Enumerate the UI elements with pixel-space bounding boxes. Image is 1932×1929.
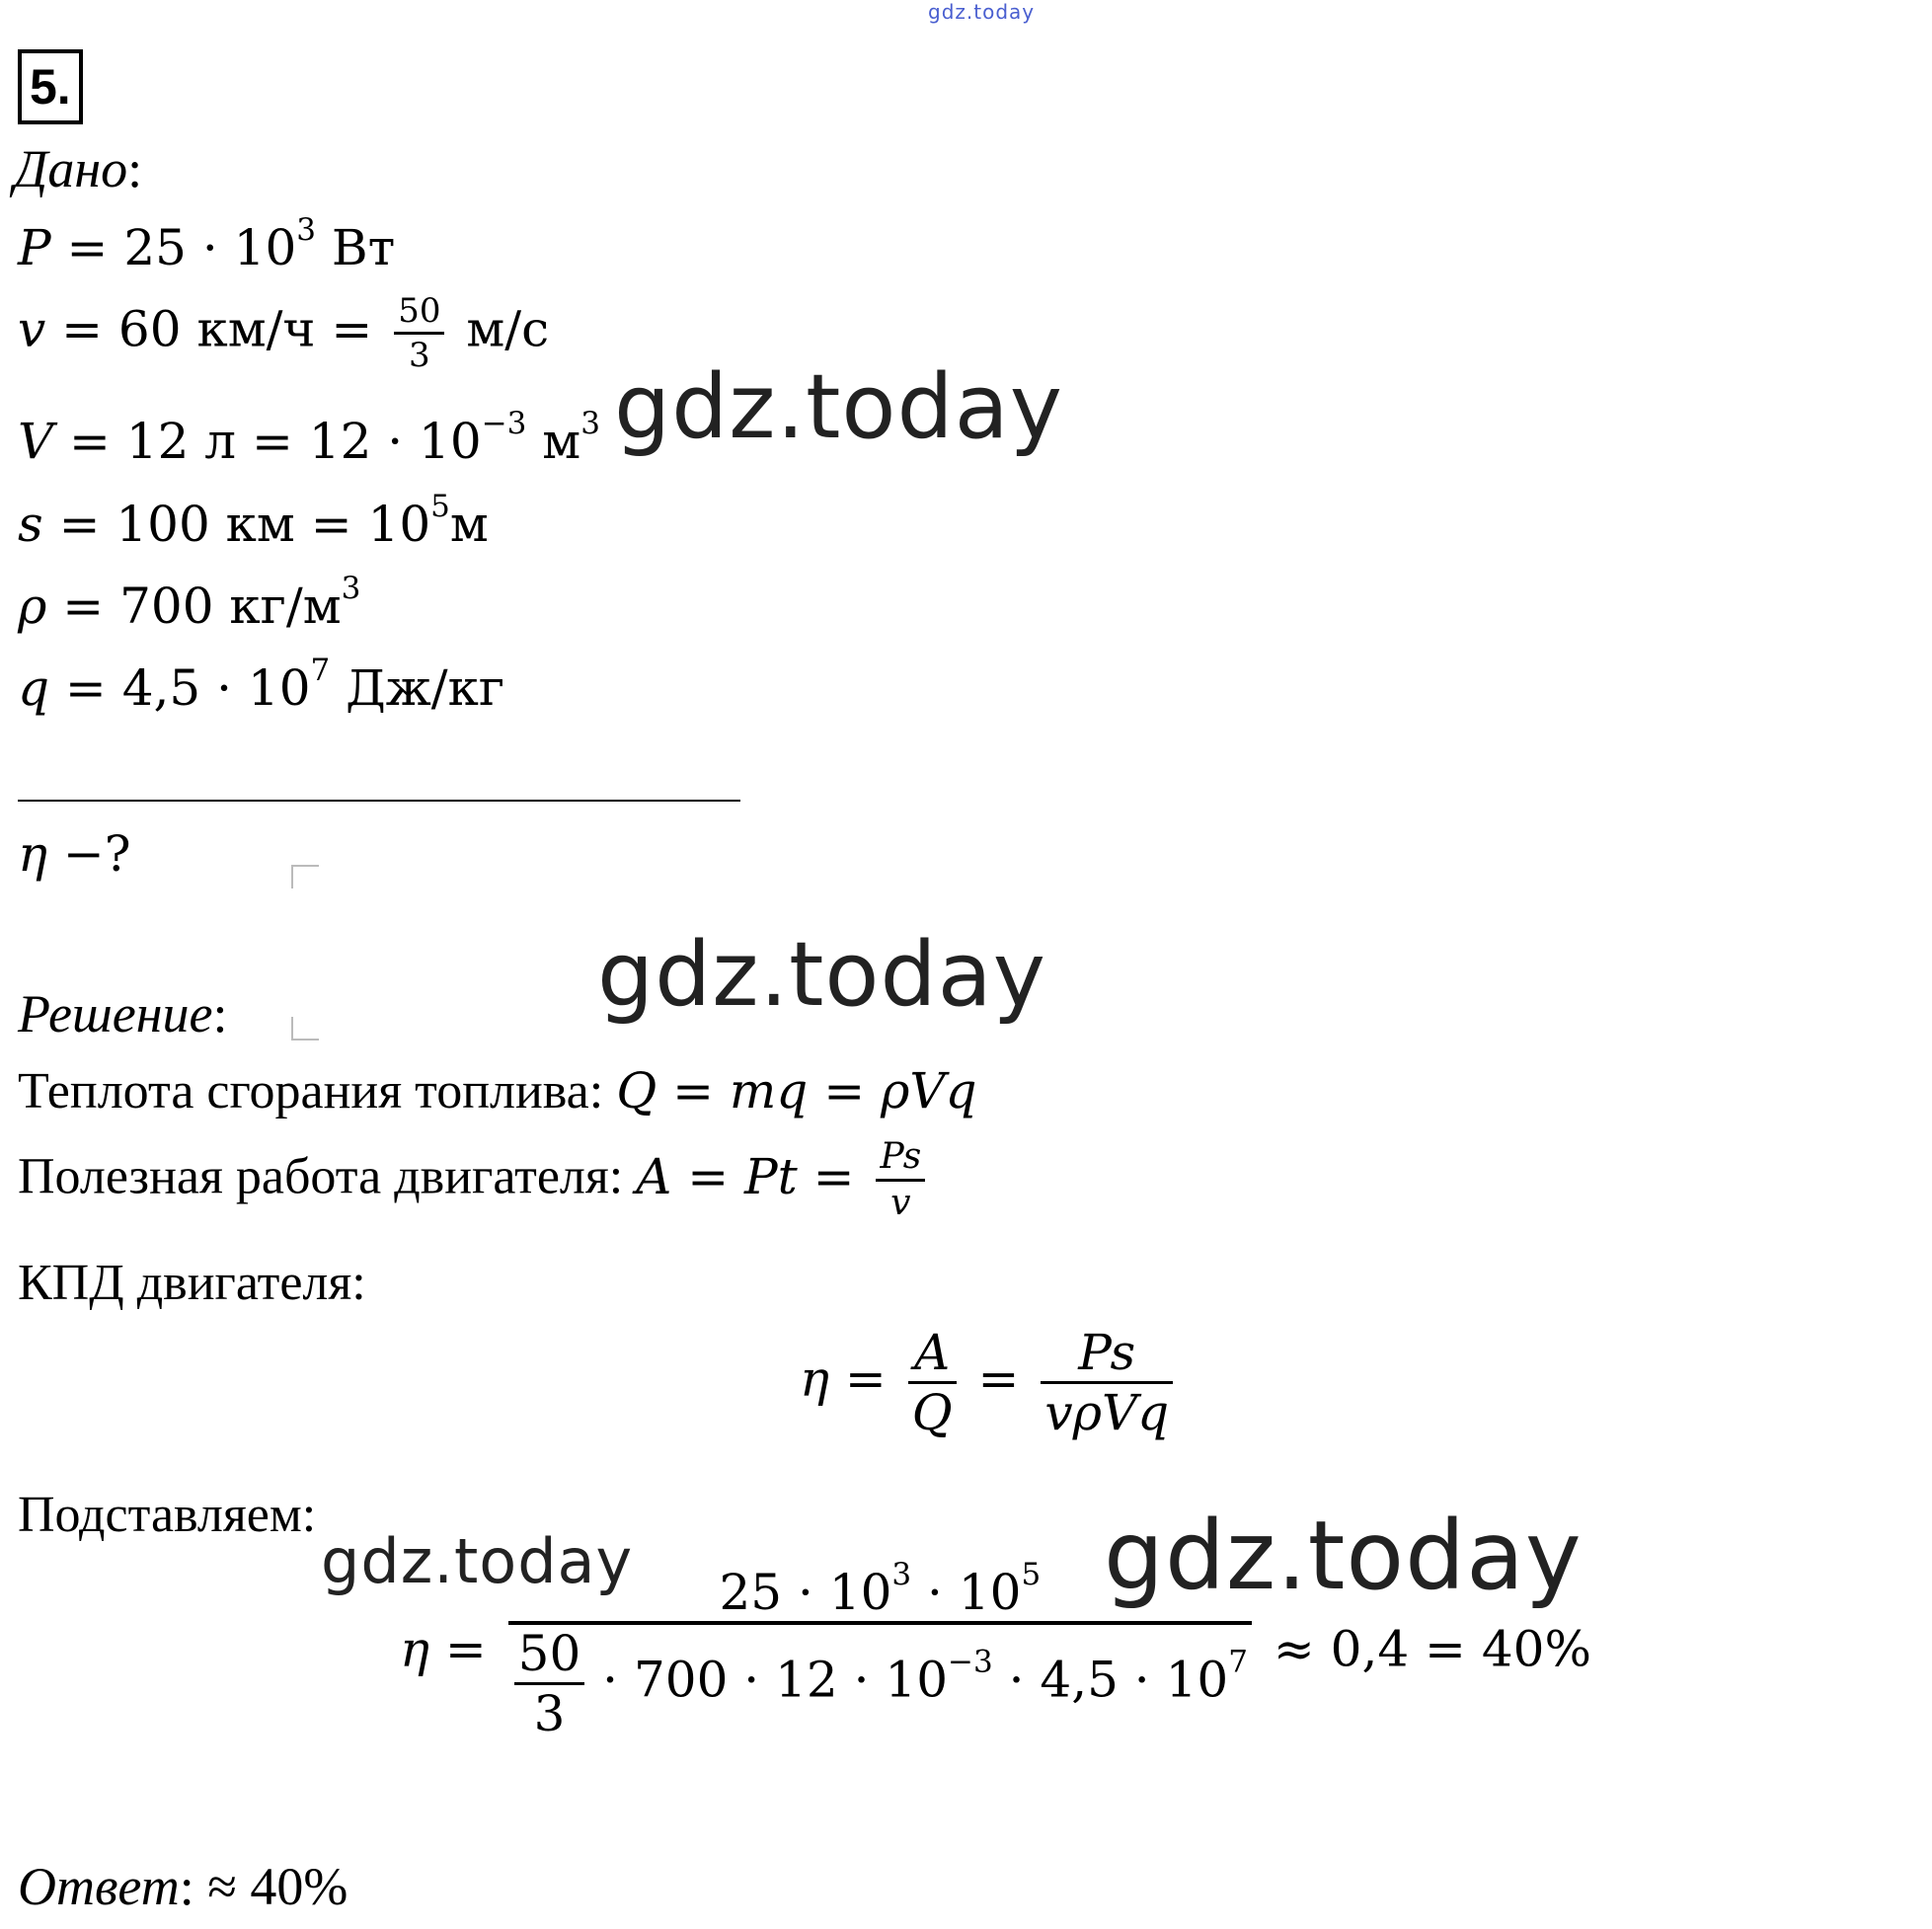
watermark-4: gdz.today (1104, 1501, 1583, 1611)
heat-value-eq: = 4,5 · 10 (49, 659, 311, 717)
solution-title-text: Решение (18, 984, 213, 1043)
speed-fraction (394, 291, 444, 375)
sym-q: q (18, 659, 50, 717)
corner-mark-top (291, 865, 319, 888)
given-title-colon: : (127, 139, 143, 198)
heat-Q: Q (616, 1062, 657, 1119)
eff-fraction-2 (1041, 1324, 1173, 1441)
eff-eq1: = (828, 1350, 902, 1408)
solution-title-colon: : (212, 984, 228, 1043)
sym-v: v (18, 300, 46, 358)
power-eq: = 25 · 10 (50, 219, 297, 276)
subst-inner-fraction (514, 1625, 585, 1742)
given-distance (18, 489, 489, 553)
speed-frac-num: 50 (398, 291, 441, 331)
eff-fraction-1 (908, 1324, 957, 1441)
subst-num-a-exp: 3 (891, 1557, 912, 1593)
efficiency-formula (800, 1324, 1179, 1441)
work-Pt: Pt (744, 1147, 798, 1205)
solution-title (18, 983, 228, 1044)
given-volume (18, 406, 600, 470)
subst-den-a: · 700 · 12 · 10 (586, 1651, 949, 1709)
subst-inner-den: 3 (533, 1685, 566, 1742)
work-frac-den: v (890, 1183, 911, 1223)
given-title-text: Дано (14, 139, 128, 198)
distance-unit: м (449, 496, 489, 553)
subst-numerator (715, 1557, 1044, 1621)
work-frac-num: Ps (880, 1136, 922, 1177)
volume-unit: м (526, 413, 581, 470)
distance-eq: = 100 км = 10 (42, 496, 431, 553)
subst-result: ≈ 0,4 = 40% (1257, 1620, 1591, 1678)
speed-frac-bar (394, 332, 444, 335)
eff-frac2-num: Ps (1078, 1324, 1136, 1381)
find-rest: −? (46, 825, 131, 883)
given-density (18, 571, 361, 635)
work-fraction (876, 1136, 925, 1223)
subst-eq: = (428, 1620, 502, 1678)
given-speed (18, 291, 550, 375)
subst-main-bar (508, 1621, 1252, 1625)
eff-frac2-den: vρVq (1044, 1384, 1170, 1441)
speed-frac-den: 3 (409, 336, 430, 375)
subst-den-b-exp: 7 (1228, 1644, 1248, 1680)
heat-label: Теплота сгорания топлива: (18, 1063, 617, 1119)
subst-num-b: · 10 (911, 1564, 1022, 1621)
power-unit: Вт (316, 219, 396, 276)
subst-den-b: · 4,5 · 10 (992, 1651, 1229, 1709)
heat-mq: mq (729, 1062, 809, 1119)
subst-denominator (508, 1625, 1252, 1742)
density-exp: 3 (341, 571, 361, 607)
work-line (18, 1136, 931, 1223)
subst-den-a-exp: −3 (948, 1644, 993, 1680)
work-frac-bar (876, 1179, 925, 1182)
watermark-3: gdz.today (321, 1525, 634, 1597)
sym-rho: ρ (18, 578, 47, 635)
work-eq2: = (797, 1147, 871, 1205)
work-A: A (636, 1147, 672, 1205)
watermark-1: gdz.today (614, 355, 1064, 459)
heat-value-exp: 7 (310, 653, 331, 689)
heat-rhoVq: ρVq (881, 1062, 977, 1119)
sym-eta: η (18, 825, 47, 883)
distance-exp: 5 (430, 489, 450, 525)
eff-eq2: = (962, 1350, 1036, 1408)
heat-line (18, 1062, 977, 1120)
answer-value: : ≈ 40% (179, 1857, 348, 1916)
speed-eq: = 60 км/ч = (45, 300, 389, 358)
eff-eta: η (800, 1350, 829, 1408)
power-exp: 3 (296, 212, 316, 249)
eff-frac1-den: Q (911, 1384, 953, 1441)
sym-s: s (18, 496, 43, 553)
volume-unit-exp: 3 (580, 406, 600, 442)
heat-eq2: = (808, 1062, 881, 1119)
sym-P: P (18, 219, 51, 276)
subst-num-b-exp: 5 (1021, 1557, 1042, 1593)
header-site-watermark: gdz.today (928, 0, 1036, 24)
volume-exp: −3 (481, 406, 527, 442)
given-title (14, 138, 142, 199)
efficiency-label: КПД двигателя: (18, 1255, 366, 1311)
substitute-label: Подставляем: (18, 1487, 317, 1543)
problem-number-box: 5. (18, 49, 83, 124)
heat-value-unit: Дж/кг (330, 659, 505, 717)
answer-title: Ответ (18, 1857, 180, 1916)
sym-V: V (18, 413, 54, 470)
eff-frac1-num: A (914, 1324, 951, 1381)
given-power (18, 212, 396, 276)
subst-inner-num: 50 (517, 1625, 581, 1682)
speed-unit: м/с (450, 300, 550, 358)
given-heat-value (18, 653, 505, 717)
subst-num-a: 25 · 10 (719, 1564, 892, 1621)
answer-line (18, 1856, 348, 1917)
work-eq1: = (671, 1147, 745, 1205)
given-divider (18, 800, 740, 802)
volume-eq: = 12 л = 12 · 10 (53, 413, 482, 470)
heat-eq1: = (657, 1062, 730, 1119)
find-eta (18, 825, 131, 883)
work-label: Полезная работа двигателя: (18, 1148, 637, 1205)
subst-eta: η (400, 1620, 429, 1678)
density-eq: = 700 кг/м (46, 578, 342, 635)
watermark-2: gdz.today (597, 923, 1047, 1027)
corner-mark-bottom (291, 1017, 319, 1041)
